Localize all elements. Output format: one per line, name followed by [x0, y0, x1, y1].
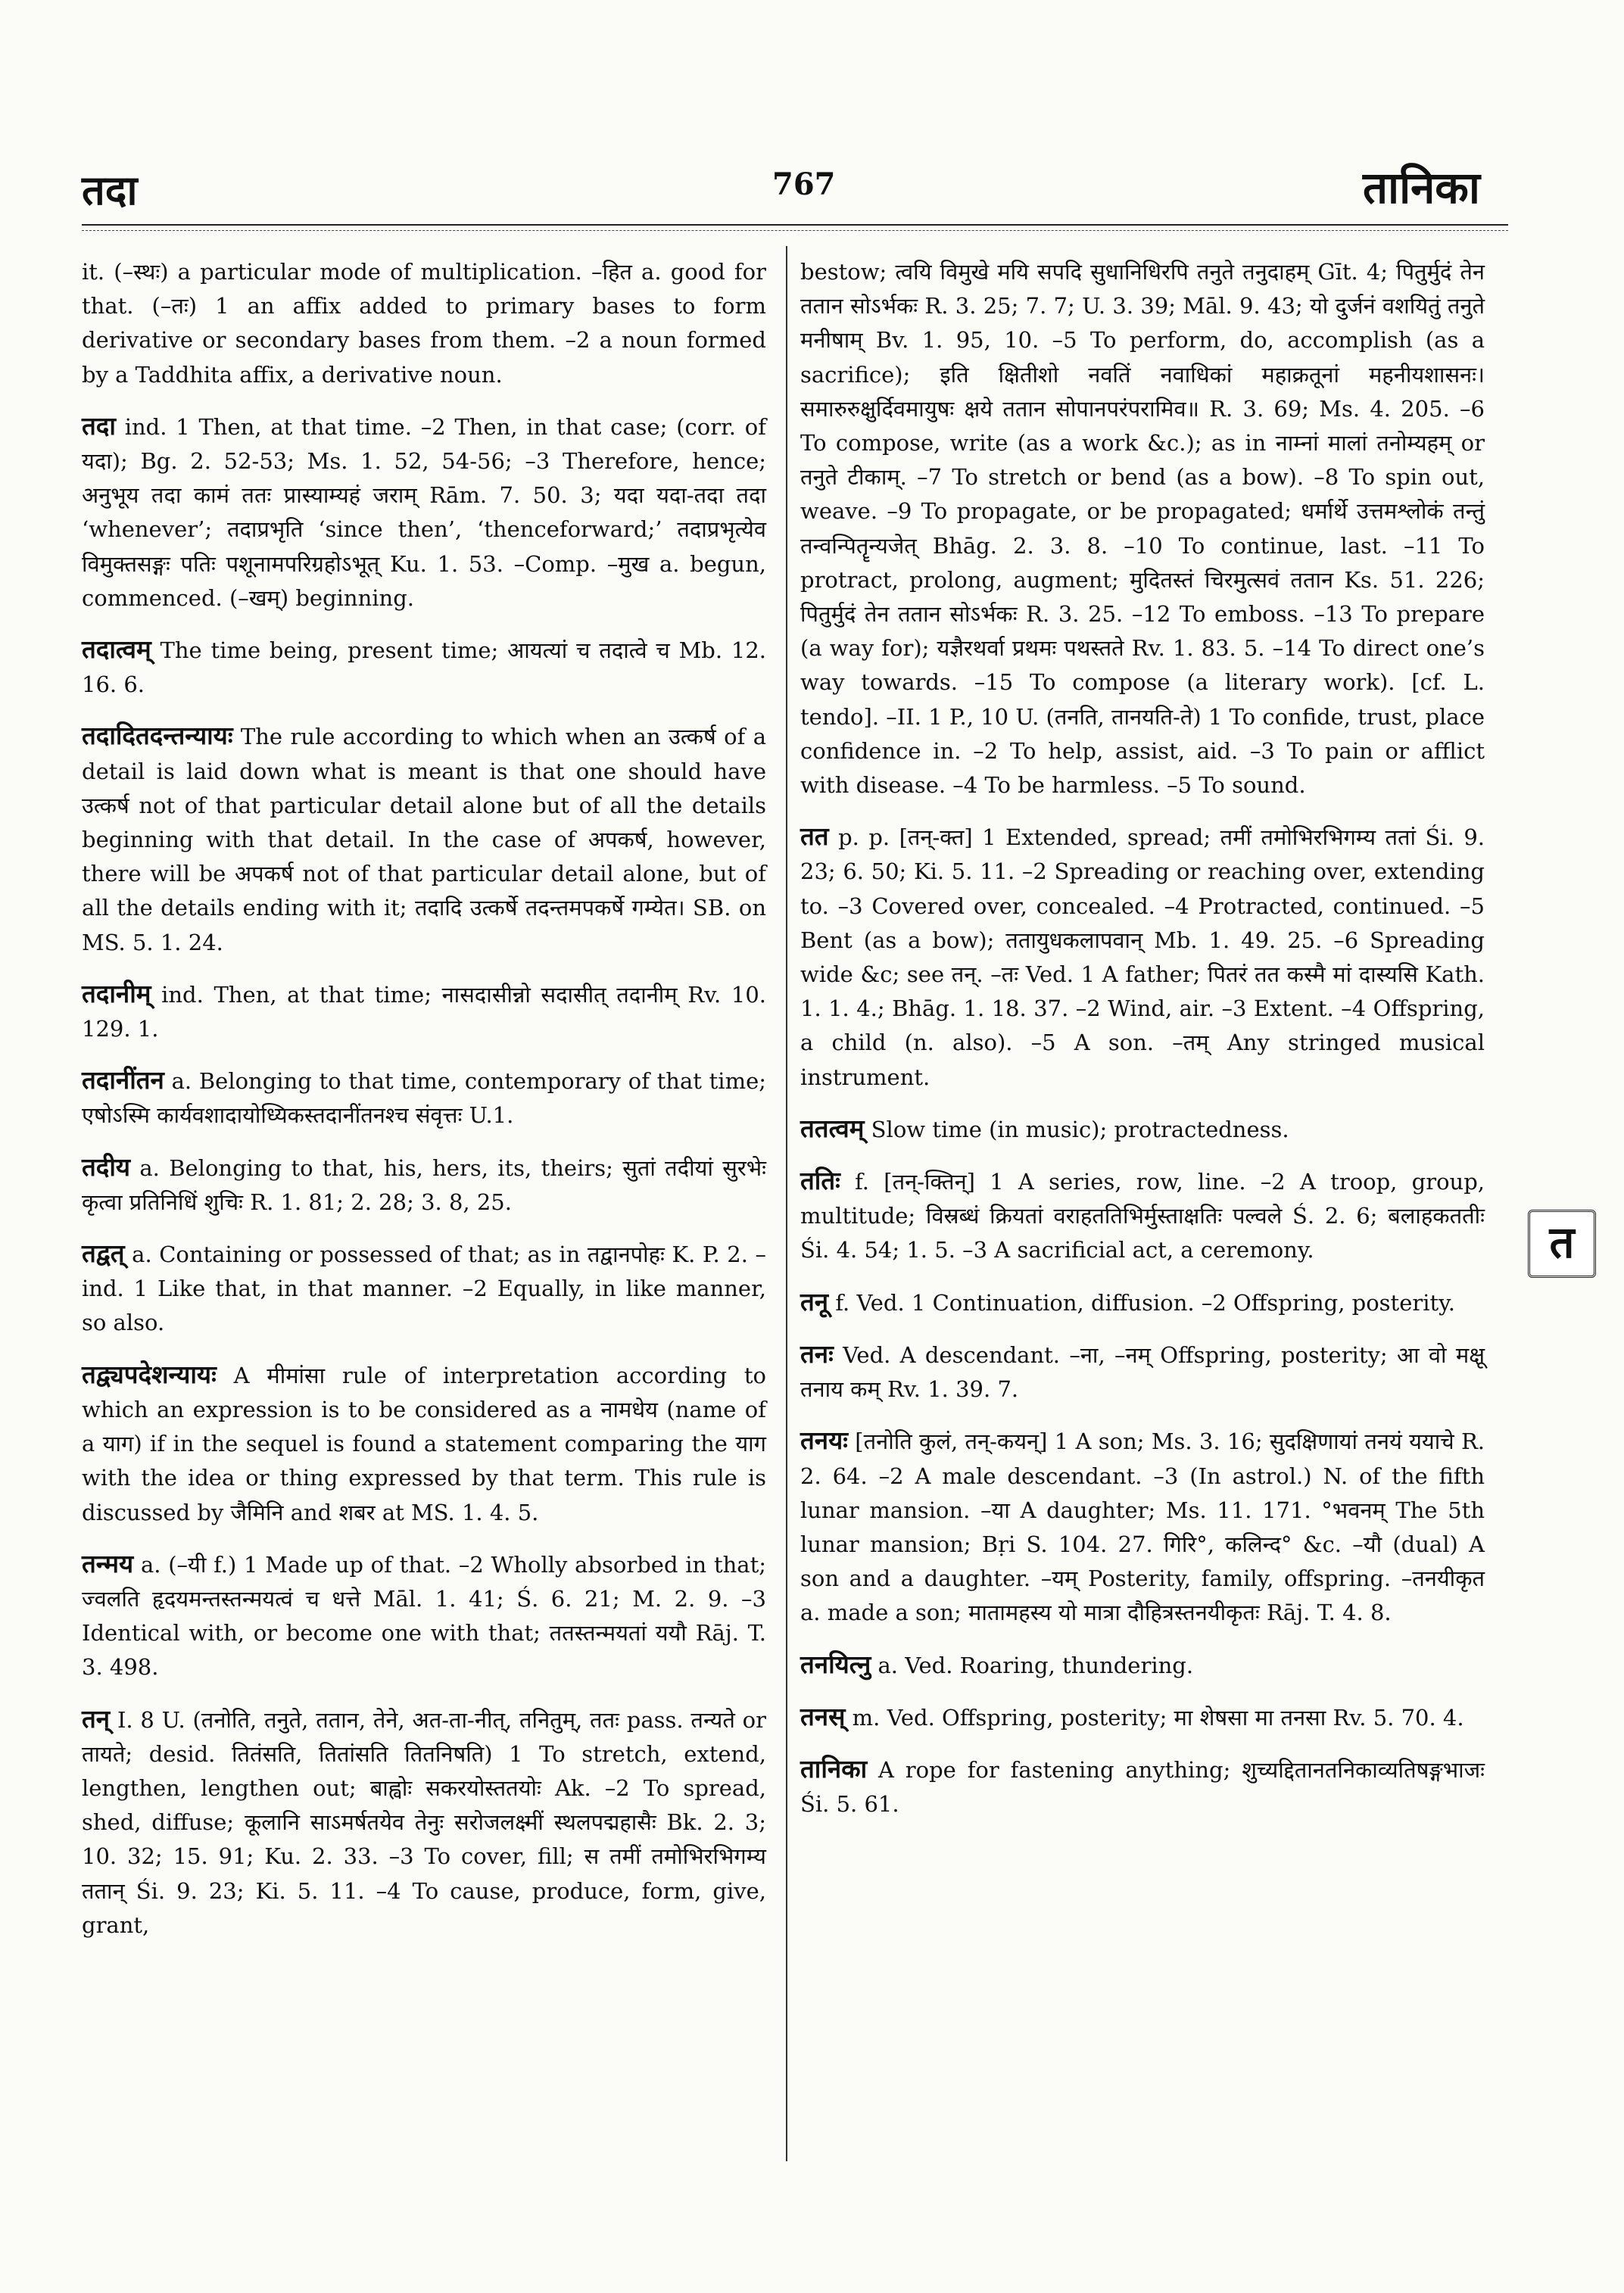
entry-headword: तन्: [82, 1703, 111, 1734]
page-header: [0, 0, 1624, 242]
entry-definition: A मीमांसा rule of interpretation according to which an expression is to be considered as a नामधेय (name of a याग) if in the sequel is found a statement comparing the याग with the idea or thing expressed by that term. This rule is discussed by जैमिनि and शबर at MS. 1. 4. 5.: [82, 1362, 766, 1525]
entry-headword: तदानीम्: [82, 978, 151, 1008]
entry-headword: तदादितदन्तन्यायः: [82, 721, 233, 751]
header-rule: [82, 224, 1508, 226]
entry-headword: तनः: [800, 1338, 834, 1369]
entry-definition: The time being, present time; आयत्यां च तदात्वे च Mb. 12. 16. 6.: [82, 637, 766, 698]
entry-definition: Slow time (in music); protractedness.: [871, 1116, 1289, 1142]
entry-headword: तदानींतन: [82, 1065, 164, 1095]
entry-definition: it. (–स्थः) a particular mode of multiplication. –हित a. good for that. (–तः) 1 an affix added to primary bases to form derivative or secondary bases from them. –2 a noun formed by a Taddhita affix, a derivative noun.: [82, 259, 766, 388]
entry-definition: a. Belonging to that time, contemporary of that time; एषोऽस्मि कार्यवशादायोध्यिकस्तदानींतनश्च संवृत्तः U.1.: [82, 1068, 767, 1129]
dictionary-entry: [82, 1150, 766, 1220]
dictionary-entry: [800, 1111, 1485, 1147]
entry-definition: Ved. A descendant. –ना, –नम् Offspring, posterity; आ वो मक्षू तनाय कम् Rv. 1. 39. 7.: [800, 1341, 1485, 1403]
entry-definition: A rope for fastening anything; शुच्यद्दितानतनिकाव्यतिषङ्गभाजः Śi. 5. 61.: [800, 1756, 1485, 1818]
dictionary-entry: [800, 1647, 1485, 1683]
dictionary-entry: [800, 1699, 1485, 1735]
entry-headword: तदात्वम्: [82, 634, 151, 665]
entry-headword: तद्व्यपदेशन्यायः: [82, 1359, 217, 1389]
dictionary-entry: [82, 1063, 766, 1132]
entry-headword: ततत्वम्: [800, 1113, 865, 1143]
page-number: 767: [772, 167, 836, 202]
entry-headword: तदीय: [82, 1151, 131, 1182]
entry-headword: तनयः: [800, 1425, 848, 1456]
dictionary-entry: [82, 718, 766, 959]
entry-headword: तनस्: [800, 1701, 846, 1731]
entry-definition: f. [तन्-क्तिन्] 1 A series, row, line. –2 A troop, group, multitude; विस्रब्धं क्रियतां वराहततिभिर्मुस्ताक्षतिः पल्वले Ś. 2. 6; बलाहकततीः Śi. 4. 54; 1. 5. –3 A sacrificial act, a ceremony.: [800, 1169, 1485, 1263]
column-divider: [786, 246, 787, 2161]
dictionary-entry: [800, 254, 1485, 802]
entry-definition: p. p. [तन्-क्त] 1 Extended, spread; तमीं तमोभिरभिगम्य ततां Śi. 9. 23; 6. 50; Ki. 5. 11. –2 Spreading or reaching over, extending to. –3 Covered over, concealed. –4 Protracted, continued. –5 Bent (as a bow); ततायुधकलापवान् Mb. 1. 49. 25. –6 Spreading wide &c; see तन्. –तः Ved. 1 A father; पितरं तत कस्मै मां दास्यसि Kath. 1. 1. 4.; Bhāg. 1. 18. 37. –2 Wind, air. –3 Extent. –4 Offspring, a child (n. also). –5 A son. –तम् Any stringed musical instrument.: [800, 824, 1485, 1090]
dictionary-entry: [82, 1357, 766, 1530]
entry-definition: [तनोति कुलं, तन्-कयन्] 1 A son; Ms. 3. 16; सुदक्षिणायां तनयं ययाचे R. 2. 64. –2 A male descendant. –3 (In astrol.) N. of the fifth lunar mansion. –या A daughter; Ms. 11. 171. °भवनम् The 5th lunar mansion; Bṛi S. 104. 27. गिरि°, कलिन्द° &c. –यौ (dual) A son and a daughter. –यम् Posterity, family, offspring. –तनयीकृत a. made a son; मातामहस्य यो मात्रा दौहित्रस्तनयीकृतः Rāj. T. 4. 8.: [800, 1428, 1485, 1626]
entry-definition: a. Containing or possessed of that; as in तद्वानपोहः K. P. 2. –ind. 1 Like that, in that manner. –2 Equally, in like manner, so also.: [82, 1242, 766, 1336]
entry-headword: ततिः: [800, 1166, 840, 1196]
dictionary-entry: [82, 632, 766, 702]
dictionary-entry: [82, 1236, 766, 1341]
entry-definition: a. Belonging to that, his, hers, its, theirs; सुतां तदीयां सुरभेः कृत्वा प्रतिनिधिं शुचिः R. 1. 81; 2. 28; 3. 8, 25.: [82, 1154, 766, 1215]
entry-definition: a. (–यी f.) 1 Made up of that. –2 Wholly absorbed in that; ज्वलति हृदयमन्तस्तन्मयत्वं च धत्ते Māl. 1. 41; Ś. 6. 21; M. 2. 9. –3 Identical with, or become one with that; ततस्तन्मयतां ययौ Rāj. T. 3. 498.: [82, 1551, 767, 1681]
entry-headword: तन्मय: [82, 1548, 134, 1578]
entry-headword: तत: [800, 821, 829, 852]
dictionary-entry: [800, 1285, 1485, 1320]
dictionary-entry: [82, 977, 766, 1046]
dictionary-entry: [800, 1337, 1485, 1407]
header-rule-dashed: [82, 230, 1508, 231]
entry-headword: तनयित्नु: [800, 1649, 871, 1679]
dictionary-entry: [82, 1702, 766, 1943]
entry-definition: The rule according to which when an उत्कर्ष of a detail is laid down what is meant is that one should have उत्कर्ष not of that particular detail alone but of all the details beginning with that detail. In the case of अपकर्ष, however, there will be अपकर्ष not of that particular detail alone, but of all the details ending with it; तदादि उत्कर्षे तदन्तमपकर्षे गम्येत। SB. on MS. 5. 1. 24.: [82, 724, 767, 955]
right-column: [800, 254, 1485, 1838]
dictionary-entry: [82, 1547, 766, 1685]
entry-definition: I. 8 U. (तनोति, तनुते, ततान, तेने, अत-ता-नीत्, तनितुम्, ततः pass. तन्यते or तायते; desid. तितंसति, तितांसति तितनिषति) 1 To stretch, extend, lengthen, lengthen out; बाह्वोः सकरयोस्ततयोः Ak. –2 To spread, shed, diffuse; कूलानि साऽमर्षतयेव तेनुः सरोजलक्ष्मीं स्थलपद्महासैः Bk. 2. 3; 10. 32; 15. 91; Ku. 2. 33. –3 To cover, fill; स तमीं तमोभिरभिगम्य ततान् Śi. 9. 23; Ki. 5. 11. –4 To cause, produce, form, give, grant,: [82, 1706, 767, 1938]
entry-definition: ind. 1 Then, at that time. –2 Then, in that case; (corr. of यदा); Bg. 2. 52-53; Ms. 1. 52, 54-56; –3 Therefore, hence; अनुभूय तदा कामं ततः प्रास्याम्यहं जराम् Rām. 7. 50. 3; यदा यदा-तदा तदा ‘whenever’; तदाप्रभृति ‘since then’, ‘thenceforward;’ तदाप्रभृत्येव विमुक्तसङ्गः पतिः पशूनामपरिग्रहोऽभूत् Ku. 1. 53. –Comp. –मुख a. begun, commenced. (–खम्) beginning.: [82, 413, 766, 611]
entry-definition: f. Ved. 1 Continuation, diffusion. –2 Offspring, posterity.: [835, 1289, 1455, 1316]
entry-definition: ind. Then, at that time; नासदासीन्नो सदासीत् तदानीम् Rv. 10. 129. 1.: [82, 981, 767, 1042]
dictionary-entry: [800, 1752, 1485, 1821]
right-running-headword: तानिका: [1363, 162, 1480, 213]
dictionary-entry: [82, 254, 766, 392]
entry-definition: m. Ved. Offspring, posterity; मा शेषसा मा तनसा Rv. 5. 70. 4.: [852, 1704, 1464, 1731]
entry-definition: a. Ved. Roaring, thundering.: [877, 1652, 1194, 1678]
dictionary-entry: [800, 1164, 1485, 1268]
entry-headword: तदा: [82, 410, 116, 441]
dictionary-entry: [800, 819, 1485, 1095]
entry-definition: bestow; त्वयि विमुखे मयि सपदि सुधानिधिरपि तनुते तनुदाहम् Gīt. 4; पितुर्मुदं तेन ततान सोऽर्भकः R. 3. 25; 7. 7; U. 3. 39; Māl. 9. 43; यो दुर्जनं वशयितुं तनुते मनीषाम् Bv. 1. 95, 10. –5 To perform, do, accomplish (as a sacrifice); इति क्षितीशो नवतिं नवाधिकां महाक्रतूनां महनीयशासनः। समारुरुक्षुर्दिवमायुषः क्षये ततान सोपानपरंपरामिव॥ R. 3. 69; Ms. 4. 205. –6 To compose, write (as a work &c.); as in नाम्नां मालां तनोम्यहम् or तनुते टीकाम्. –7 To stretch or bend (as a bow). –8 To spin out, weave. –9 To propagate, or be propagated; धर्मार्थे उत्तमश्लोकं तन्तुं तन्वन्पितॄन्यजेत् Bhāg. 2. 3. 8. –10 To continue, last. –11 To protract, prolong, augment; मुदितस्तं चिरमुत्सवं ततान Ks. 51. 226; पितुर्मुदं तेन ततान सोऽर्भकः R. 3. 25. –12 To emboss. –13 To prepare (a way for); यज्ञैरथर्वा प्रथमः पथस्तते Rv. 1. 83. 5. –14 To direct one’s way towards. –15 To compose (a literary work). [cf. L. tendo]. –II. 1 P., 10 U. (तनति, तानयति-ते) 1 To confide, trust, place confidence in. –2 To help, assist, aid. –3 To pain or afflict with disease. –4 To be harmless. –5 To sound.: [800, 259, 1485, 799]
dictionary-entry: [82, 409, 766, 615]
entry-headword: तनू: [800, 1286, 829, 1316]
left-column: [82, 254, 766, 1959]
thumb-index-tab[interactable]: त: [1528, 1210, 1596, 1278]
entry-headword: तद्वत्: [82, 1238, 125, 1269]
dictionary-entry: [800, 1423, 1485, 1630]
entry-headword: तानिका: [800, 1753, 868, 1784]
left-running-headword: तदा: [82, 166, 138, 214]
